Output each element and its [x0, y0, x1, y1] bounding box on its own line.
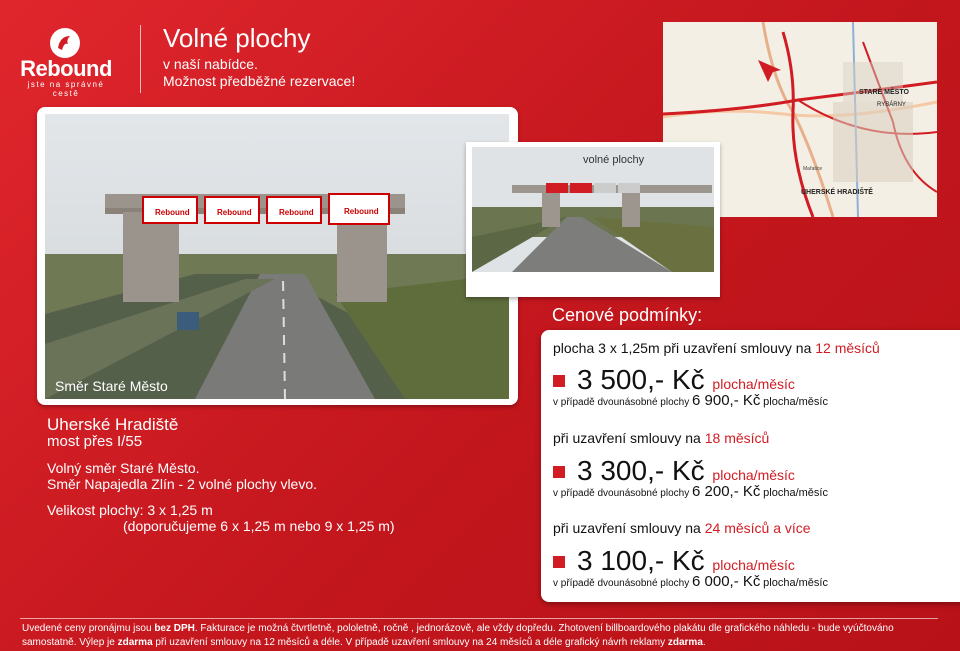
- tier-2-double: v případě dvounásobné plochy 6 200,- Kč plocha/měsíc: [553, 483, 828, 500]
- logo-brand: Rebound: [20, 56, 112, 81]
- billboard-4-brand: Rebound: [344, 207, 379, 216]
- tier-3-price: 3 100,- Kč plocha/měsíc: [553, 547, 795, 575]
- tier-3-condition: při uzavření smlouvy na 24 měsíců a více: [553, 520, 811, 536]
- billboard-1-brand: Rebound: [155, 208, 190, 217]
- billboard-size: Velikost plochy: 3 x 1,25 m: [47, 502, 213, 518]
- billboard-3-brand: Rebound: [279, 208, 314, 217]
- main-photo: [45, 114, 509, 399]
- pricing-heading: Cenové podmínky:: [552, 305, 703, 325]
- header-subtitle: v naší nabídce.: [163, 56, 258, 72]
- bullet-square-icon: [553, 375, 565, 387]
- header-divider: [140, 25, 141, 93]
- billboard-size-recommendation: (doporučujeme 6 x 1,25 m nebo 9 x 1,25 m): [123, 518, 395, 534]
- tier-3-double: v případě dvounásobné plochy 6 000,- Kč plocha/měsíc: [553, 573, 828, 590]
- footer-divider: [20, 618, 938, 619]
- direction-1: Volný směr Staré Město.: [47, 460, 200, 476]
- small-photo-callout: volné plochy: [583, 154, 645, 166]
- map-label-maratice: Mařatice: [803, 166, 823, 172]
- tier-1-double: v případě dvounásobné plochy 6 900,- Kč plocha/měsíc: [553, 392, 828, 409]
- main-photo-caption: Směr Staré Město: [55, 378, 168, 394]
- tier-1-condition: plocha 3 x 1,25m při uzavření smlouvy na 12 měsíců: [553, 340, 880, 356]
- billboard-2-brand: Rebound: [217, 208, 252, 217]
- footer-line-2: samostatně. Výlep je zdarma při uzavření smlouvy na 12 měsíců a déle. V případě uzavření smlouvy na 24 měsíců a déle grafický návrh reklamy zdarma.: [22, 637, 706, 648]
- direction-2: Směr Napajedla Zlín - 2 volné plochy vlevo.: [47, 476, 318, 492]
- logo-tagline: jste na správné cestě: [27, 80, 105, 98]
- page-title: Volné plochy: [163, 23, 311, 53]
- location-city: Uherské Hradiště: [47, 415, 179, 434]
- small-photo-caption: Směr Napajedla: [484, 273, 585, 289]
- rebound-logo: [20, 28, 112, 98]
- bullet-square-icon: [553, 466, 565, 478]
- logo-mark-icon: [50, 28, 80, 58]
- tier-1-price: 3 500,- Kč plocha/měsíc: [553, 366, 795, 394]
- tier-2-price: 3 300,- Kč plocha/měsíc: [553, 457, 795, 485]
- map-label-uherske-hradiste: UHERSKÉ HRADIŠTĚ: [801, 189, 873, 196]
- footer-line-1: Uvedené ceny pronájmu jsou bez DPH. Fakturace je možná čtvrtletně, pololetně, ročně , jednorázově, ale vždy dopředu. Zhotovení billboardového plakátu dle grafického náhledu - bude vyúčtováno: [22, 623, 894, 634]
- tier-2-condition: při uzavření smlouvy na 18 měsíců: [553, 430, 770, 446]
- bullet-square-icon: [553, 556, 565, 568]
- pricing-panel: [541, 330, 960, 602]
- header-reservation-note: Možnost předběžné rezervace!: [163, 73, 356, 89]
- location-place: most přes I/55: [47, 433, 143, 450]
- map-label-stare-mesto: STARÉ MĚSTO: [859, 89, 909, 96]
- map-label-rybarny: RYBÁRNY: [877, 102, 906, 108]
